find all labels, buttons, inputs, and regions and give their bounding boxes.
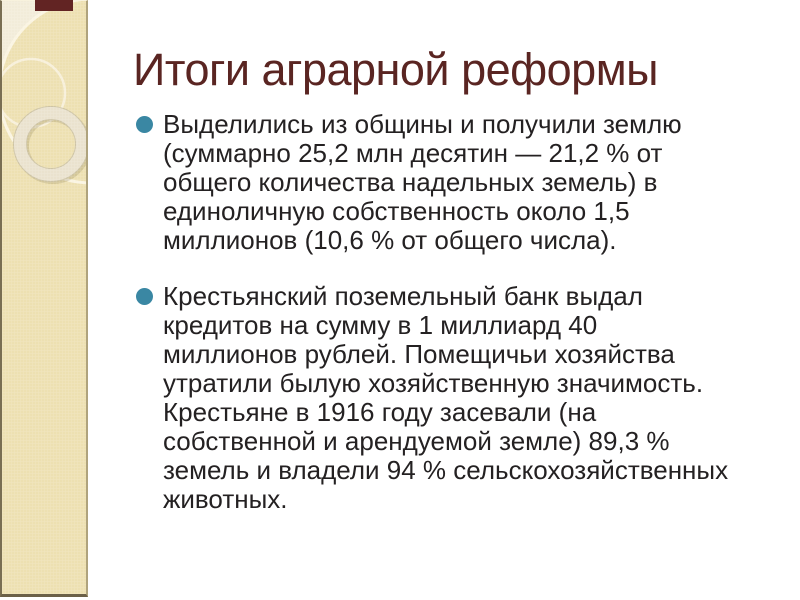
bullet-list xyxy=(133,110,783,514)
list-item xyxy=(133,110,783,255)
theme-accent-rectangle xyxy=(35,0,73,11)
bullet-text-line: Выделились из общины и получили землю xyxy=(163,109,682,139)
sidebar-decoration xyxy=(0,0,88,597)
bullet-text-line: собственной и арендуемой земле) 89,3 % xyxy=(163,426,670,456)
bullet-text-line: миллионов рублей. Помещичьи хозяйства xyxy=(163,339,675,369)
bullet-text-line: общего количества надельных земель) в xyxy=(163,167,658,197)
bullet-text-line: миллионов (10,6 % от общего числа). xyxy=(163,225,617,255)
bullet-icon xyxy=(136,288,153,305)
bullet-text-line: единоличную собственность около 1,5 xyxy=(163,196,630,226)
slide-content xyxy=(133,44,783,514)
bullet-text-line: земель и владели 94 % сельскохозяйственных xyxy=(163,455,729,485)
list-item xyxy=(133,282,783,514)
bullet-text-line: утратили былую хозяйственную значимость. xyxy=(163,368,704,398)
bullet-text-line: кредитов на сумму в 1 миллиард 40 xyxy=(163,310,598,340)
bullet-text-line: (суммарно 25,2 млн десятин — 21,2 % от xyxy=(163,138,663,168)
bullet-icon xyxy=(136,116,153,133)
bullet-text-line: Крестьянский поземельный банк выдал xyxy=(163,281,643,311)
bullet-text-line: животных. xyxy=(163,484,288,514)
sidebar-circles-ornament xyxy=(2,1,86,597)
slide-title: Итоги аграрной реформы xyxy=(133,44,658,95)
bullet-text-line: Крестьяне в 1916 году засевали (на xyxy=(163,397,597,427)
